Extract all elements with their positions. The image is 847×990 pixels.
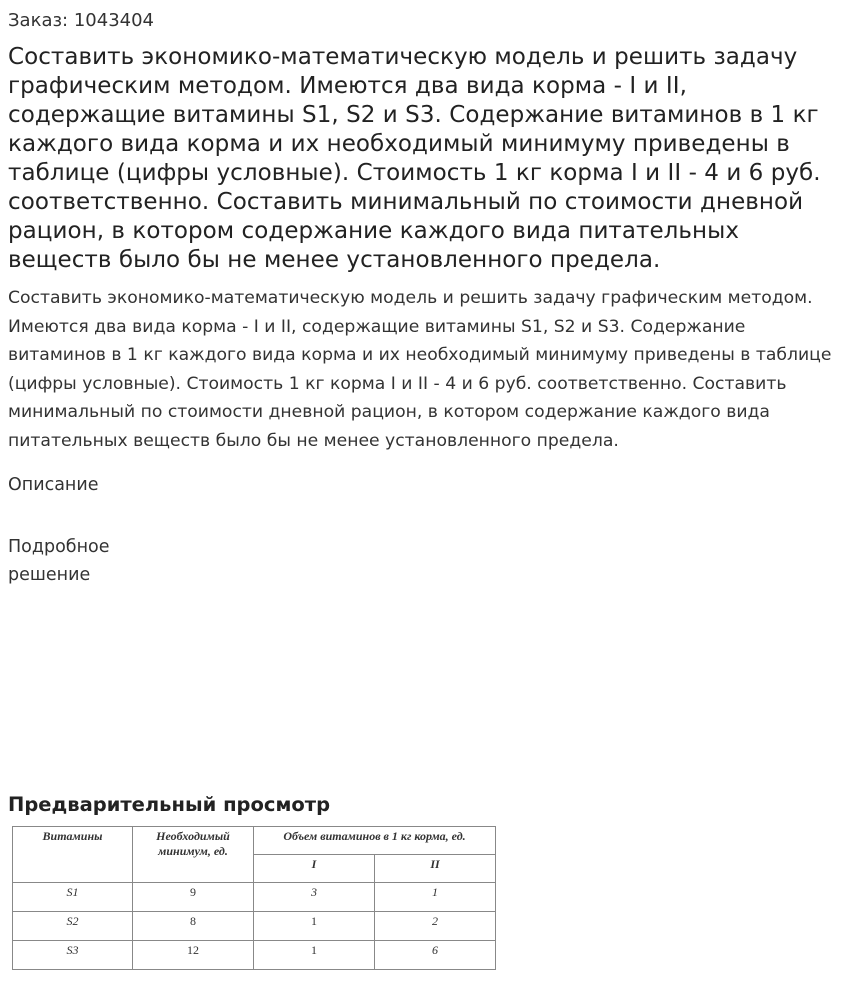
header-vitamins: Витамины bbox=[13, 827, 133, 883]
table-row bbox=[13, 912, 496, 941]
row-name: S3 bbox=[13, 941, 133, 970]
row-minimum: 8 bbox=[133, 912, 254, 941]
order-number: 1043404 bbox=[73, 10, 155, 31]
row-minimum: 9 bbox=[133, 883, 254, 912]
task-title: Составить экономико-математическую модель и решить задачу графическим методом. Имеются два вида корма - I и II, содержащие витамины S1, S2 и S3. Содержание витаминов в 1 кг каждого вида корма и их необходимый минимуму приведены в таблице (цифры условные). Стоимость 1 кг корма I и II - 4 и 6 руб. соответственно. Составить минимальный по стоимости дневной рацион, в котором содержание каждого вида питательных веществ было бы не менее установленного предела. bbox=[8, 44, 821, 273]
header-feed-1: I bbox=[254, 855, 375, 883]
row-minimum: 12 bbox=[133, 941, 254, 970]
row-feed-2: 6 bbox=[375, 941, 496, 970]
table-row bbox=[13, 883, 496, 912]
row-feed-1: 3 bbox=[254, 883, 375, 912]
row-feed-2: 1 bbox=[375, 883, 496, 912]
page-content bbox=[8, 0, 840, 590]
order-number-line bbox=[8, 9, 840, 33]
header-volume: Объем витаминов в 1 кг корма, ед. bbox=[254, 827, 496, 855]
preview-image bbox=[12, 826, 495, 969]
row-name: S2 bbox=[13, 912, 133, 941]
solution-label: Подробное решение bbox=[8, 536, 110, 585]
header-feed-2: II bbox=[375, 855, 496, 883]
row-name: S1 bbox=[13, 883, 133, 912]
header-minimum: Необходимый минимум, ед. bbox=[133, 827, 254, 883]
row-feed-1: 1 bbox=[254, 912, 375, 941]
task-description-text: Составить экономико-математическую модель и решить задачу графическим методом. Имеются два вида корма - I и II, содержащие витамины S1, S2 и S3. Содержание витаминов в 1 кг каждого вида корма и их необходимый минимуму приведены в таблице (цифры условные). Стоимость 1 кг корма I и II - 4 и 6 руб. соответственно. Составить минимальный по стоимости дневной рацион, в котором содержание каждого вида питательных веществ было бы не менее установленного предела. bbox=[8, 288, 832, 451]
table-row bbox=[13, 941, 496, 970]
vitamins-table bbox=[12, 826, 496, 970]
row-feed-1: 1 bbox=[254, 941, 375, 970]
description-label: Описание bbox=[8, 475, 99, 495]
order-label: Заказ: bbox=[8, 10, 69, 31]
preview-heading: Предварительный просмотр bbox=[8, 793, 331, 816]
row-feed-2: 2 bbox=[375, 912, 496, 941]
